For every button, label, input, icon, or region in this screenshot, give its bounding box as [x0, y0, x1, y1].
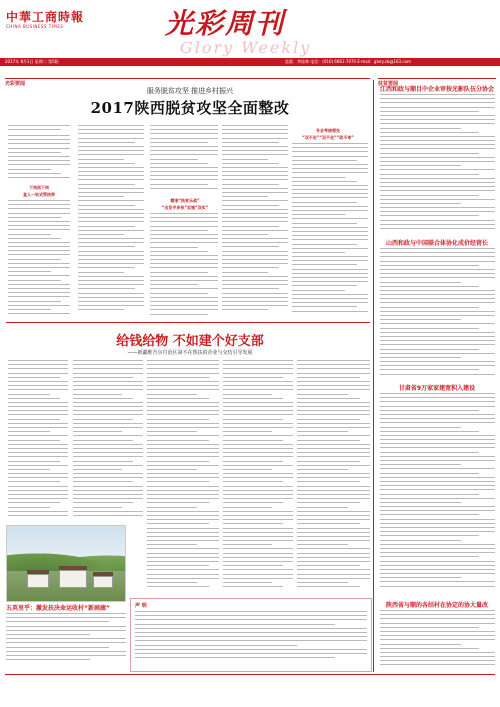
second-headline: 给钱给物 不如建个好支部: [116, 334, 264, 349]
sidebar-title-4: 陕西省与顺的各结村在协定的协大量改: [385, 602, 488, 609]
lead-col-1b: [8, 200, 70, 318]
weekly-title-cn: 光彩周刊: [165, 7, 286, 40]
editor-contact: 监版：李桂林 电话：(010) 6661-7070 E-mail：glory.cb@163.com: [285, 59, 411, 64]
notice-text: [135, 611, 367, 667]
right-subhead-1: 专业考核领先: [316, 128, 340, 133]
second-col-2: [73, 360, 143, 520]
left-subhead-1: 下岗再下岗: [29, 185, 49, 190]
lead-headline: 2017陕西脱贫攻坚全面整改: [90, 99, 290, 117]
sidebar-text-2: [380, 248, 495, 378]
newspaper-brand: 中華工商時報: [6, 10, 85, 24]
second-col-1: [8, 360, 68, 520]
second-col-4: [223, 360, 293, 592]
sidebar-section-header: [378, 70, 496, 87]
mid-subhead-1: 精准“扶贫乐战”: [170, 198, 200, 203]
second-col-5: [297, 360, 370, 592]
lead-col-3b: [150, 213, 218, 318]
lead-kicker: 服务脱贫攻坚 推进乡村振兴: [146, 87, 234, 95]
lead-col-1a: [8, 135, 70, 183]
sidebar-text-4: [380, 610, 495, 670]
section-label-sidebar: 扶贫要闻: [378, 81, 399, 87]
left-subhead-2: 直人一站式帮扶带: [23, 192, 55, 197]
lead-col-3a: [150, 125, 218, 195]
page-bottom-rule: [5, 674, 495, 675]
section-label-main: 光彩要闻: [5, 81, 26, 87]
lead-col-5: [292, 143, 368, 318]
photo-caption: 五英里乎：激发扶决命运收村“新画廊”: [6, 605, 110, 612]
lead-col-4: [222, 125, 288, 318]
sidebar-title-2: 山西和政与中国联合体协化成价经营长: [385, 240, 488, 247]
lead-col-2: [78, 125, 144, 318]
village-photo: [6, 525, 126, 602]
issue-date: 2017年 8月1日 星期二 第5版: [5, 59, 59, 64]
notice-box: [130, 598, 372, 672]
second-col-3: [147, 360, 219, 592]
sidebar-text-3: [380, 393, 495, 593]
column-divider: [373, 80, 374, 672]
sidebar-text-1: [380, 94, 495, 234]
second-subline: ——新疆维吾尔自治区第不在帮扶的企业与交结引导发展: [127, 350, 253, 356]
photo-story-text: [6, 613, 126, 667]
newspaper-brand-sub: CHINA BUSINESS TIMES: [6, 24, 64, 29]
mid-subhead-2: “出发平多扶”实施“双实”: [161, 205, 209, 210]
notice-title: 声 明: [135, 603, 147, 609]
sidebar-title-3: 甘肃省9万家家建宽积入建设: [398, 385, 476, 392]
story-separator: [6, 322, 370, 323]
body-text-block: [8, 125, 70, 133]
weekly-title-en: Glory Weekly: [180, 38, 312, 57]
info-bar: [0, 58, 500, 66]
main-section-header: [5, 70, 370, 87]
right-subhead-2: “双不走”“双不走”“政不审”: [302, 135, 354, 140]
sidebar-title-1: 江西和政与顺目中企业审按光影队伍分协会: [379, 86, 494, 93]
